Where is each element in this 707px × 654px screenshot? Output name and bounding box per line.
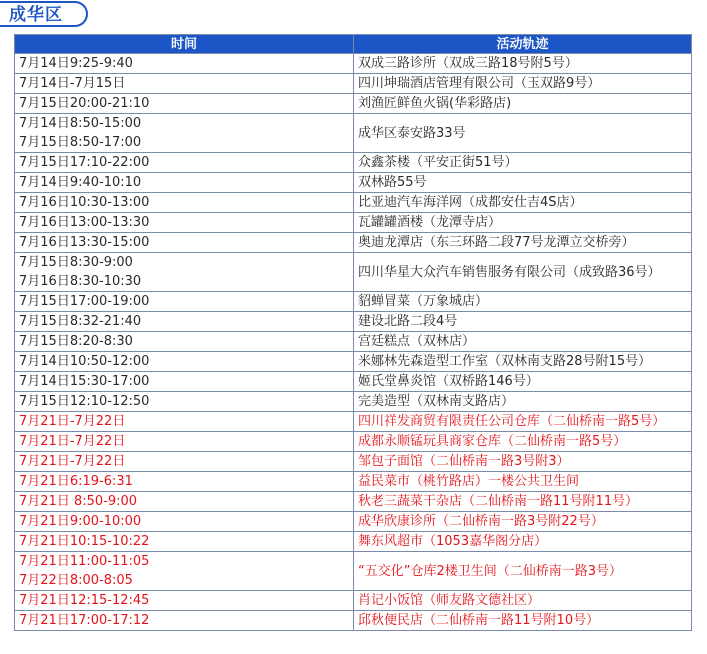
time-cell: 7月16日10:30-13:00 <box>15 193 354 213</box>
table-row <box>15 372 692 392</box>
time-cell: 7月21日 8:50-9:00 <box>15 492 354 512</box>
time-cell: 7月15日8:30-9:00 7月16日8:30-10:30 <box>15 253 354 292</box>
place-cell: 四川祥发商贸有限责任公司仓库（二仙桥南一路5号） <box>354 412 692 432</box>
place-cell: 宫廷糕点（双林店） <box>354 332 692 352</box>
activity-track-table <box>14 34 692 631</box>
time-cell: 7月14日8:50-15:00 7月15日8:50-17:00 <box>15 114 354 153</box>
place-cell: 刘渔匠鲜鱼火锅(华彩路店) <box>354 94 692 114</box>
time-cell: 7月14日9:25-9:40 <box>15 54 354 74</box>
time-cell: 7月15日20:00-21:10 <box>15 94 354 114</box>
time-cell: 7月21日-7月22日 <box>15 452 354 472</box>
table-row <box>15 312 692 332</box>
table-row <box>15 153 692 173</box>
place-cell: 双林路55号 <box>354 173 692 193</box>
time-cell: 7月21日6:19-6:31 <box>15 472 354 492</box>
section-tag <box>0 1 88 27</box>
table-row <box>15 332 692 352</box>
place-cell: 米娜林先森造型工作室（双林南支路28号附15号） <box>354 352 692 372</box>
table-row <box>15 492 692 512</box>
table-row <box>15 94 692 114</box>
section-title: 成华区 <box>9 5 63 25</box>
place-cell: 成华区泰安路33号 <box>354 114 692 153</box>
table-row <box>15 591 692 611</box>
table-row <box>15 193 692 213</box>
table-row <box>15 173 692 193</box>
time-cell: 7月21日11:00-11:05 7月22日8:00-8:05 <box>15 552 354 591</box>
place-cell: 比亚迪汽车海洋网（成都安仕吉4S店） <box>354 193 692 213</box>
place-cell: 秋老三蔬菜干杂店（二仙桥南一路11号附11号） <box>354 492 692 512</box>
place-cell: 邱秋便民店（二仙桥南一路11号附10号） <box>354 611 692 631</box>
place-cell: 邹包子面馆（二仙桥南一路3号附3） <box>354 452 692 472</box>
place-cell: 肖记小饭馆（师友路文德社区） <box>354 591 692 611</box>
time-cell: 7月15日8:20-8:30 <box>15 332 354 352</box>
table-row <box>15 352 692 372</box>
table-row <box>15 392 692 412</box>
time-cell: 7月15日12:10-12:50 <box>15 392 354 412</box>
table-row <box>15 412 692 432</box>
place-cell: 貂蝉冒菜（万象城店） <box>354 292 692 312</box>
table-row <box>15 253 692 292</box>
table-row <box>15 74 692 94</box>
time-cell: 7月21日9:00-10:00 <box>15 512 354 532</box>
time-cell: 7月14日-7月15日 <box>15 74 354 94</box>
table-row <box>15 532 692 552</box>
time-cell: 7月21日-7月22日 <box>15 412 354 432</box>
table-body <box>15 54 692 631</box>
time-cell: 7月14日9:40-10:10 <box>15 173 354 193</box>
table-row <box>15 292 692 312</box>
table-row <box>15 472 692 492</box>
table-row <box>15 54 692 74</box>
time-cell: 7月15日8:32-21:40 <box>15 312 354 332</box>
place-cell: 众鑫茶楼（平安正街51号） <box>354 153 692 173</box>
place-cell: 姬氏堂鼻炎馆（双桥路146号） <box>354 372 692 392</box>
place-cell: 奥迪龙潭店（东三环路二段77号龙潭立交桥旁） <box>354 233 692 253</box>
table-row <box>15 512 692 532</box>
time-cell: 7月21日10:15-10:22 <box>15 532 354 552</box>
time-cell: 7月15日17:10-22:00 <box>15 153 354 173</box>
place-cell: 成华欣康诊所（二仙桥南一路3号附22号） <box>354 512 692 532</box>
table-row <box>15 233 692 253</box>
table-row <box>15 452 692 472</box>
time-cell: 7月15日17:00-19:00 <box>15 292 354 312</box>
place-cell: “五交化”仓库2楼卫生间（二仙桥南一路3号） <box>354 552 692 591</box>
place-cell: 成都永顺锰玩具商家仓库（二仙桥南一路5号） <box>354 432 692 452</box>
time-cell: 7月21日17:00-17:12 <box>15 611 354 631</box>
time-cell: 7月14日15:30-17:00 <box>15 372 354 392</box>
table-row <box>15 552 692 591</box>
place-cell: 建设北路二段4号 <box>354 312 692 332</box>
time-cell: 7月21日-7月22日 <box>15 432 354 452</box>
header-track: 活动轨迹 <box>354 35 692 54</box>
time-cell: 7月16日13:00-13:30 <box>15 213 354 233</box>
header-time: 时间 <box>15 35 354 54</box>
place-cell: 四川华星大众汽车销售服务有限公司（成致路36号） <box>354 253 692 292</box>
place-cell: 益民菜市（桃竹路店）一楼公共卫生间 <box>354 472 692 492</box>
place-cell: 瓦罐罐酒楼（龙潭寺店） <box>354 213 692 233</box>
table-row <box>15 611 692 631</box>
place-cell: 舞东风超市（1053嘉华阁分店） <box>354 532 692 552</box>
table-row <box>15 432 692 452</box>
time-cell: 7月16日13:30-15:00 <box>15 233 354 253</box>
time-cell: 7月14日10:50-12:00 <box>15 352 354 372</box>
place-cell: 完美造型（双林南支路店） <box>354 392 692 412</box>
place-cell: 四川坤瑞酒店管理有限公司（玉双路9号） <box>354 74 692 94</box>
table-row <box>15 114 692 153</box>
table-row <box>15 213 692 233</box>
time-cell: 7月21日12:15-12:45 <box>15 591 354 611</box>
place-cell: 双成三路诊所（双成三路18号附5号） <box>354 54 692 74</box>
table-header-row <box>15 35 692 54</box>
